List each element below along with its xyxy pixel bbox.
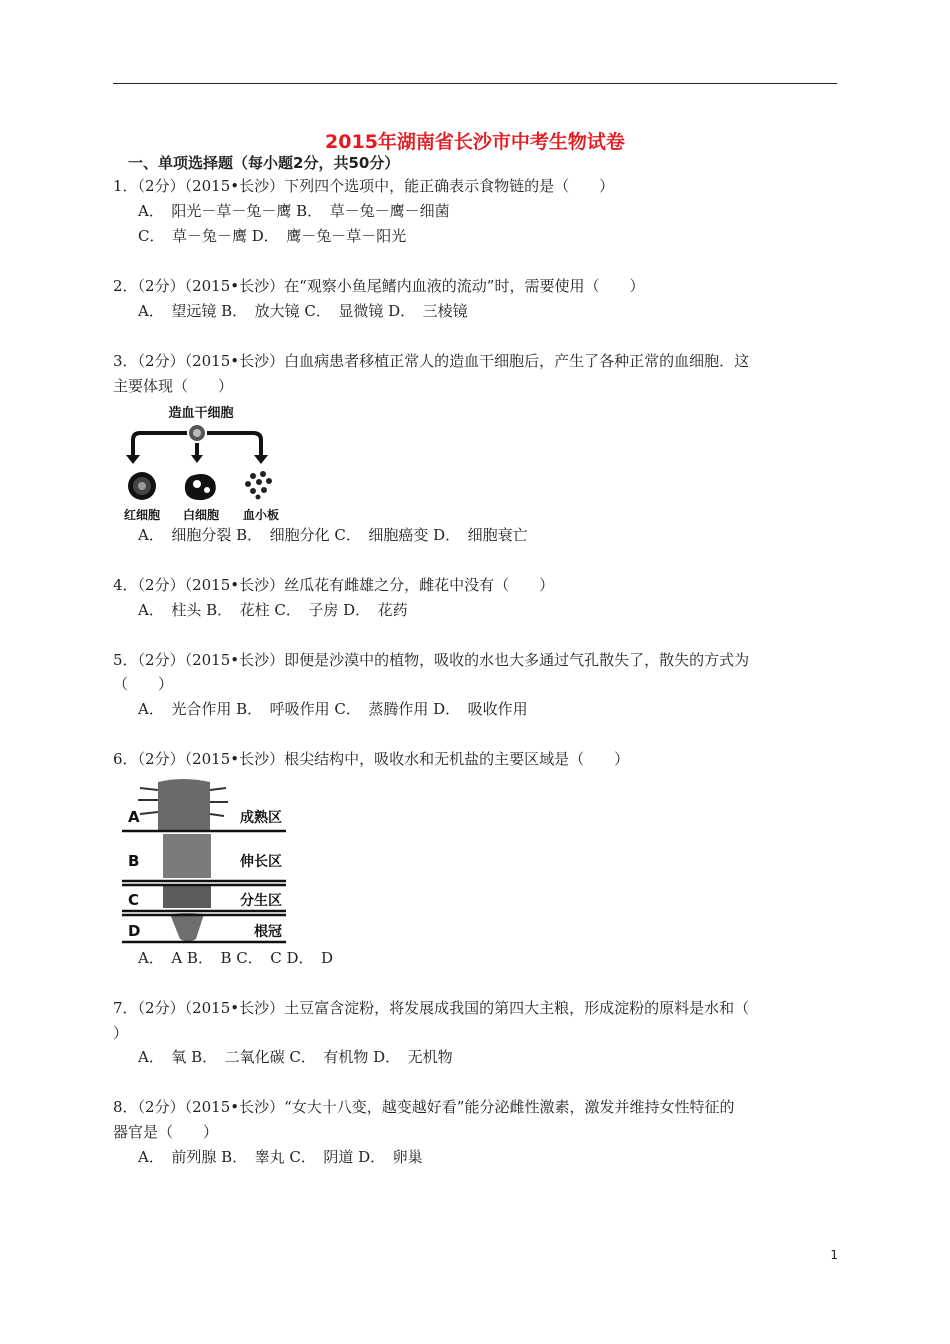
q6-options: A． A B． B C． C D． D	[138, 949, 334, 967]
row-label-d: 根冠	[254, 924, 282, 940]
row-letter-d: D	[128, 922, 141, 940]
figure-label-platelet: 血小板	[242, 508, 280, 522]
q7-stem-2: ）	[113, 1024, 129, 1042]
row-letter-a: A	[128, 808, 140, 826]
header-rule	[113, 83, 837, 84]
row-label-a: 成熟区	[240, 810, 282, 826]
q8-stem-2: 器官是（ ）	[113, 1123, 219, 1141]
figure-top-label: 造血干细胞	[168, 406, 234, 421]
q6-stem-1: 6．（2分）（2015•长沙）根尖结构中，吸收水和无机盐的主要区域是（ ）	[113, 750, 630, 768]
q7-stem-1: 7．（2分）（2015•长沙）土豆富含淀粉，将发展成我国的第四大主粮，形成淀粉的原料是水和（	[113, 999, 750, 1017]
red-blood-cell-icon	[128, 472, 156, 500]
q7-options: A． 氧 B． 二氧化碳 C． 有机物 D． 无机物	[138, 1048, 453, 1066]
q3-stem-1: 3．（2分）（2015•长沙）白血病患者移植正常人的造血干细胞后，产生了各种正常的血细胞．这	[113, 352, 750, 370]
row-label-b: 伸长区	[240, 854, 282, 870]
figure-label-rbc: 红细胞	[123, 508, 161, 522]
row-letter-c: C	[128, 891, 140, 909]
white-blood-cell-icon	[185, 474, 216, 500]
q5-options: A． 光合作用 B． 呼吸作用 C． 蒸腾作用 D． 吸收作用	[138, 700, 528, 718]
q4-stem-1: 4．（2分）（2015•长沙）丝瓜花有雌雄之分，雌花中没有（ ）	[113, 576, 555, 594]
page-number: 1	[830, 1248, 838, 1262]
q1-stem-1: 1．（2分）（2015•长沙）下列四个选项中，能正确表示食物链的是（ ）	[113, 177, 615, 195]
stem-cell-icon	[189, 425, 205, 441]
q2-stem-1: 2．（2分）（2015•长沙）在“观察小鱼尾鳍内血液的流动”时，需要使用（ ）	[113, 277, 645, 295]
platelet-icon	[245, 471, 272, 500]
stem-cell-figure	[113, 400, 288, 524]
q5-stem-1: 5．（2分）（2015•长沙）即便是沙漠中的植物，吸收的水也大多通过气孔散失了，散失的方式为	[113, 651, 750, 669]
root-tip-figure	[118, 774, 290, 946]
q1-options-2: C． 草－兔－鹰 D． 鹰－兔－草－阳光	[138, 227, 407, 245]
page-title: 2015年湖南省长沙市中考生物试卷	[325, 131, 625, 153]
q4-options: A． 柱头 B． 花柱 C． 子房 D． 花药	[138, 601, 408, 619]
root-tip-sketch	[138, 779, 228, 942]
figure-label-wbc: 白细胞	[182, 508, 220, 522]
q3-options: A． 细胞分裂 B． 细胞分化 C． 细胞癌变 D． 细胞衰亡	[138, 526, 528, 544]
q1-options-1: A． 阳光－草－兔－鹰 B． 草－兔－鹰－细菌	[138, 202, 450, 220]
row-label-c: 分生区	[240, 893, 282, 909]
section-heading: 一、单项选择题（每小题2分，共50分）	[128, 154, 400, 172]
q2-options: A． 望远镜 B． 放大镜 C． 显微镜 D． 三棱镜	[138, 302, 468, 320]
row-letter-b: B	[128, 852, 140, 870]
q8-stem-1: 8．（2分）（2015•长沙）“女大十八变，越变越好看”能分泌雌性激素，激发并维持女性特征的	[113, 1098, 735, 1116]
q8-options: A． 前列腺 B． 睾丸 C． 阴道 D． 卵巢	[138, 1148, 423, 1166]
q3-stem-2: 主要体现（ ）	[113, 377, 234, 395]
q5-stem-2: （ ）	[113, 675, 174, 693]
